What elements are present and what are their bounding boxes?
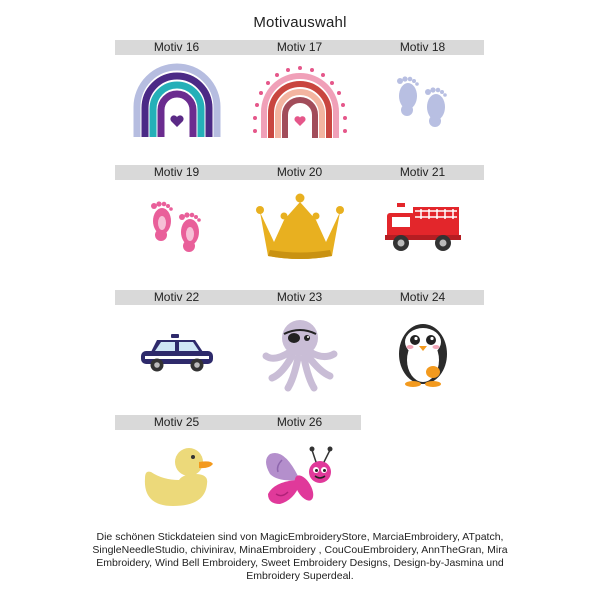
baby-feet-blue-icon (361, 57, 484, 147)
fire-truck-icon (361, 182, 484, 272)
police-car-icon (115, 307, 238, 397)
motif-label: Motiv 18 (361, 40, 484, 55)
credits-text: Die schönen Stickdateien sind von MagicEmbroideryStore, MarciaEmbroidery, ATpatch, SingleNeedleStudio, chivinirav, MinaEmbroidery , CouCouEmbroidery, AnnTheGran, Mira Embroidery, Wind Bell Embroidery, Sweet Embroidery Designs, Design-by-Jasmina und Embroidery Superdeal. (92, 531, 508, 582)
motif-label: Motiv 22 (115, 290, 238, 305)
page-title: Motivauswahl (253, 14, 347, 31)
motif-card[interactable] (361, 40, 484, 165)
motif-card[interactable] (115, 415, 238, 540)
motif-card[interactable] (238, 290, 361, 415)
butterfly-icon (238, 432, 361, 522)
motif-card[interactable] (238, 165, 361, 290)
motif-card[interactable] (238, 40, 361, 165)
motif-card[interactable] (115, 290, 238, 415)
motif-label: Motiv 20 (238, 165, 361, 180)
penguin-icon (361, 307, 484, 397)
crown-icon (238, 182, 361, 272)
rainbow-heart-icon (115, 57, 238, 147)
motif-card[interactable] (238, 415, 361, 540)
motif-label: Motiv 21 (361, 165, 484, 180)
motif-label: Motiv 16 (115, 40, 238, 55)
rubber-duck-icon (115, 432, 238, 522)
motif-card[interactable] (115, 40, 238, 165)
motif-label: Motiv 25 (115, 415, 238, 430)
motif-label: Motiv 23 (238, 290, 361, 305)
motif-card[interactable] (361, 290, 484, 415)
motif-grid (115, 40, 484, 540)
motif-card[interactable] (361, 165, 484, 290)
octopus-pirate-icon (238, 307, 361, 397)
motif-label: Motiv 17 (238, 40, 361, 55)
motif-label: Motiv 19 (115, 165, 238, 180)
motif-card[interactable] (115, 165, 238, 290)
motif-label: Motiv 24 (361, 290, 484, 305)
baby-feet-pink-icon (115, 182, 238, 272)
pastel-rainbow-icon (238, 57, 361, 147)
motif-label: Motiv 26 (238, 415, 361, 430)
